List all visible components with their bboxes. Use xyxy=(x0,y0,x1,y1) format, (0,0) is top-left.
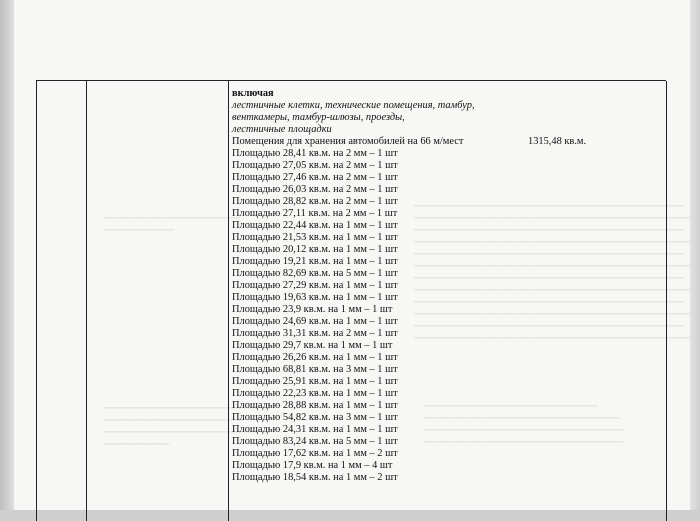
list-item: Площадью 26,03 кв.м. на 2 мм – 1 шт xyxy=(232,184,398,195)
list-item: Площадью 17,62 кв.м. на 1 мм – 2 шт xyxy=(232,448,398,459)
list-item: Площадью 28,88 кв.м. на 1 мм – 1 шт xyxy=(232,400,398,411)
list-item: Площадью 26,26 кв.м. на 1 мм – 1 шт xyxy=(232,352,398,363)
list-item: Площадью 21,53 кв.м. на 1 мм – 1 шт xyxy=(232,232,398,243)
list-item: Площадью 18,54 кв.м. на 1 мм – 2 шт xyxy=(232,472,398,483)
spaces-list-line-3: лестничные площадки xyxy=(232,124,332,135)
bleed-through-text: ━━━━━━━━━━━━━━━━━━━━━━━━━━━━━━━━ ━━━━━━━━━━━━━━━━━━━━━━━━━━━━━━━━━━━━ ━━━━━━━━━━━━━━━━━━━━━━━━━━━━━━━━━━━━━ ━━━━━━━━━━━━━━━━━━━━━━━━━━━━━━━━━━━━━ xyxy=(424,401,625,447)
parking-items-list xyxy=(232,148,662,484)
total-area: 1315,48 кв.м. xyxy=(528,136,587,147)
table-border-right xyxy=(666,81,667,521)
list-item: Площадью 82,69 кв.м. на 5 мм – 1 шт xyxy=(232,268,398,279)
including-heading: включая xyxy=(232,88,274,99)
list-item: Площадью 24,69 кв.м. на 1 мм – 1 шт xyxy=(232,316,398,327)
list-item: Площадью 19,63 кв.м. на 1 мм – 1 шт xyxy=(232,292,398,303)
table-border-left xyxy=(36,81,37,521)
table-column-divider xyxy=(86,81,87,521)
list-item: Площадью 23,9 кв.м. на 1 мм – 1 шт xyxy=(232,304,393,315)
list-item: Площадью 22,44 кв.м. на 1 мм – 1 шт xyxy=(232,220,398,231)
list-item: Площадью 31,31 кв.м. на 2 мм – 1 шт xyxy=(232,328,398,339)
list-item: Площадью 24,31 кв.м. на 1 мм – 1 шт xyxy=(232,424,398,435)
list-item: Площадью 27,05 кв.м. на 2 мм – 1 шт xyxy=(232,160,398,171)
list-item: Площадью 28,82 кв.м. на 2 мм – 1 шт xyxy=(232,196,398,207)
bleed-through-text: ━━━━━━━━━━━━━━━━━━━━━━━━━━━━ ━━━━━━━━━━━━━━━━━━━━━━━━━━ ━━━━━━━━━━━━━━━━━━━━━━━━━━━━ ━━━━━━━━━━━━ xyxy=(104,403,256,449)
list-item: Площадью 17,9 кв.м. на 1 мм – 4 шт xyxy=(232,460,393,471)
bleed-through-text: ━━━━━━━━━━━━━━━━━━━━━━━━━━━━━━━━━━━━━━━━━━━━━━━━━━ ━━━━━━━━━━━━━━━━━━━━━━━━━━━━━━━━━━━━━━━━━━━━━━━━━━━ ━━━━━━━━━━━━━━━━━━━━━━━━━━━━━━━━━━━━━━━━━━━━━━━━━━ ━━━━━━━━━━━━━━━━━━━━━━━━━━━━━━━━━━━━━━━━━━━━━━━━━━━ ━━━━━━━━━━━━━━━━━━━━━━━━━━━━━━━━━━━━━━━━━━━━━━━━━━ ━━━━━━━━━━━━━━━━━━━━━━━━━━━━━━━━━━━━━━━━━━━━━━━━━━━ ━━━━━━━━━━━━━━━━━━━━━━━━━━━━━━━━━━━━━━━━━━━━━━━━━━ ━━━━━━━━━━━━━━━━━━━━━━━━━━━━━━━━━━━━━━━━━━━━━━━━━━━ ━━━━━━━━━━━━━━━━━━━━━━━━━━━━━━━━━━━━━━━━━━━━━━━━━━ ━━━━━━━━━━━━━━━━━━━━━━━━━━━━━━━━━━━━━━━━━━━━━━━━━━━ ━━━━━━━━━━━━━━━━━━━━━━━━━━━━━━━━━━━━━━━━━━━━━━━━━━ ━━━━━━━━━━━━━━━━━━━━━━━━━━━━━━━━━━━━━━━━━━━━━━━━━━━ xyxy=(414,201,691,343)
list-item: Площадью 19,21 кв.м. на 1 мм – 1 шт xyxy=(232,256,398,267)
list-item: Площадью 25,91 кв.м. на 1 мм – 1 шт xyxy=(232,376,398,387)
list-item: Площадью 83,24 кв.м. на 5 мм – 1 шт xyxy=(232,436,398,447)
spaces-list-line-2: венткамеры, тамбур-шлюзы, проезды, xyxy=(232,112,405,123)
list-item: Площадью 27,11 кв.м. на 2 мм – 1 шт xyxy=(232,208,398,219)
list-item: Площадью 22,23 кв.м. на 1 мм – 1 шт xyxy=(232,388,398,399)
list-item: Площадью 29,7 кв.м. на 1 мм – 1 шт xyxy=(232,340,393,351)
list-item: Площадью 28,41 кв.м. на 2 мм – 1 шт xyxy=(232,148,398,159)
parking-title: Помещения для хранения автомобилей на 66 м/мест xyxy=(232,136,464,147)
list-item: Площадью 20,12 кв.м. на 1 мм – 1 шт xyxy=(232,244,398,255)
list-item: Площадью 27,46 кв.м. на 2 мм – 1 шт xyxy=(232,172,398,183)
list-item: Площадью 54,82 кв.м. на 3 мм – 1 шт xyxy=(232,412,398,423)
spaces-list-line-1: лестничные клетки, технические помещения, тамбур, xyxy=(232,100,475,111)
bleed-through-text: ━━━━━━━━━━━━━━━━━━━━━━━━━ ━━━━━━━━━━━━━ xyxy=(104,213,240,235)
table-column-divider xyxy=(228,81,229,521)
list-item: Площадью 68,81 кв.м. на 3 мм – 1 шт xyxy=(232,364,398,375)
table-cell-description xyxy=(232,88,662,484)
list-item: Площадью 27,29 кв.м. на 1 мм – 1 шт xyxy=(232,280,398,291)
parking-title-row xyxy=(232,136,662,148)
